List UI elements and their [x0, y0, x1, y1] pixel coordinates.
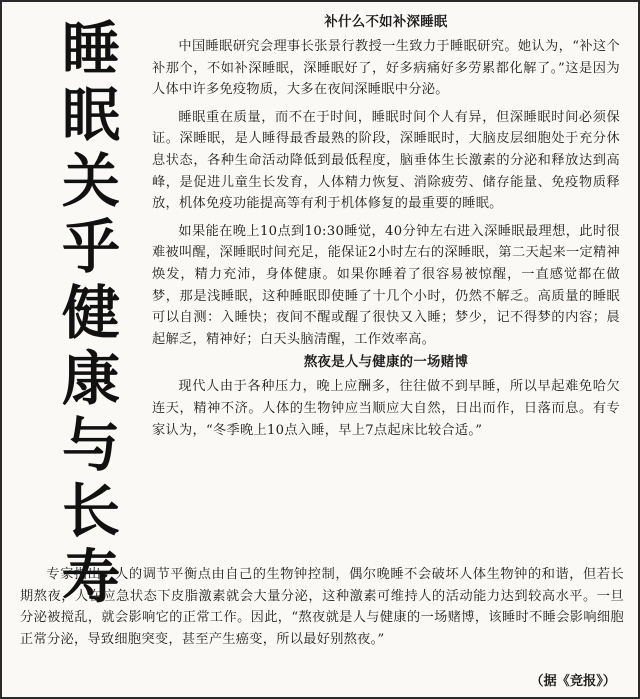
paragraph: 睡眠重在质量，而不在于时间，睡眠时间个人有异，但深睡眠时间必须保证。深睡眠，是人睡得最香最熟的阶段，深睡眠时，大脑皮层细胞处于充分休息状态，各种生命活动降低到最低程度，脑垂体生长激素的分泌和释放达到高峰，是促进儿童生长发育，人体精力恢复、消除疲劳、储存能量、免疫物质释放，机体免疫功能提高等有利于机体修复的最重要的睡眠。 — [152, 109, 620, 212]
title-char: 眠 — [61, 81, 120, 149]
title-char: 关 — [61, 147, 120, 215]
title-char: 健 — [61, 279, 120, 347]
title-char: 长 — [61, 477, 120, 545]
paragraph: 中国睡眠研究会理事长张景行教授一生致力于睡眠研究。她认为，“补这个补那个，不如补深睡眠，深睡眠好了，好多病痛好多劳累都化解了。”这是因为人体中许多免疫物质，大多在夜间深睡眠中分泌。 — [152, 39, 620, 98]
title-char: 寿 — [61, 543, 120, 611]
paragraph: 现代人由于各种压力，晚上应酬多，往往做不到早睡，所以早起难免哈欠连天，精神不济。人体的生物钟应当顺应大自然，日出而作，日落而息。有专家认为，“冬季晚上10点入睡，早上7点起床比较合适。” — [152, 379, 620, 438]
vertical-title — [42, 16, 140, 610]
paragraph: 专家指出，人的调节平衡点由自己的生物钟控制，偶尔晚睡不会破坏人体生物钟的和谐，但若长期熬夜，人在应急状态下皮脂激素就会大量分泌，这种激素可维持人的活动能力达到较高水平。一旦分泌被搅乱，就会影响它的正常工作。因此，“熬夜就是人与健康的一场赌博，该睡时不睡会影响细胞正常分泌，导致细胞突变，甚至产生癌变，所以最好别熬夜。” — [20, 567, 624, 647]
title-char: 与 — [61, 411, 120, 479]
title-char: 康 — [61, 345, 120, 413]
source-attribution: （据《竞报》） — [530, 674, 616, 689]
section-heading-deep-sleep: 补什么不如补深睡眠 — [324, 15, 448, 30]
title-char: 乎 — [61, 213, 120, 281]
section-heading-staying-up: 熬夜是人与健康的一场赌博 — [303, 355, 469, 371]
article-body-right — [152, 10, 620, 441]
paragraph: 如果能在晚上10点到10:30睡觉，40分钟左右进入深睡眠最理想，此时很难被叫醒，深睡眠时间充足，能保证2小时左右的深睡眠，第二天起来一定精神焕发，精力充沛，身体健康。如果你睡着了很容易被惊醒，一直感觉都在做梦，那是浅睡眠，这种睡眠即使睡了十几个小时，仍然不解乏。高质量的睡眠可以自测：入睡快；夜间不醒或醒了很快又入睡；梦少，记不得梦的内容；晨起解乏，精神好；白天头脑清醒，工作效率高。 — [152, 223, 620, 347]
title-char: 睡 — [61, 15, 120, 83]
article-body-full-width — [20, 564, 624, 650]
